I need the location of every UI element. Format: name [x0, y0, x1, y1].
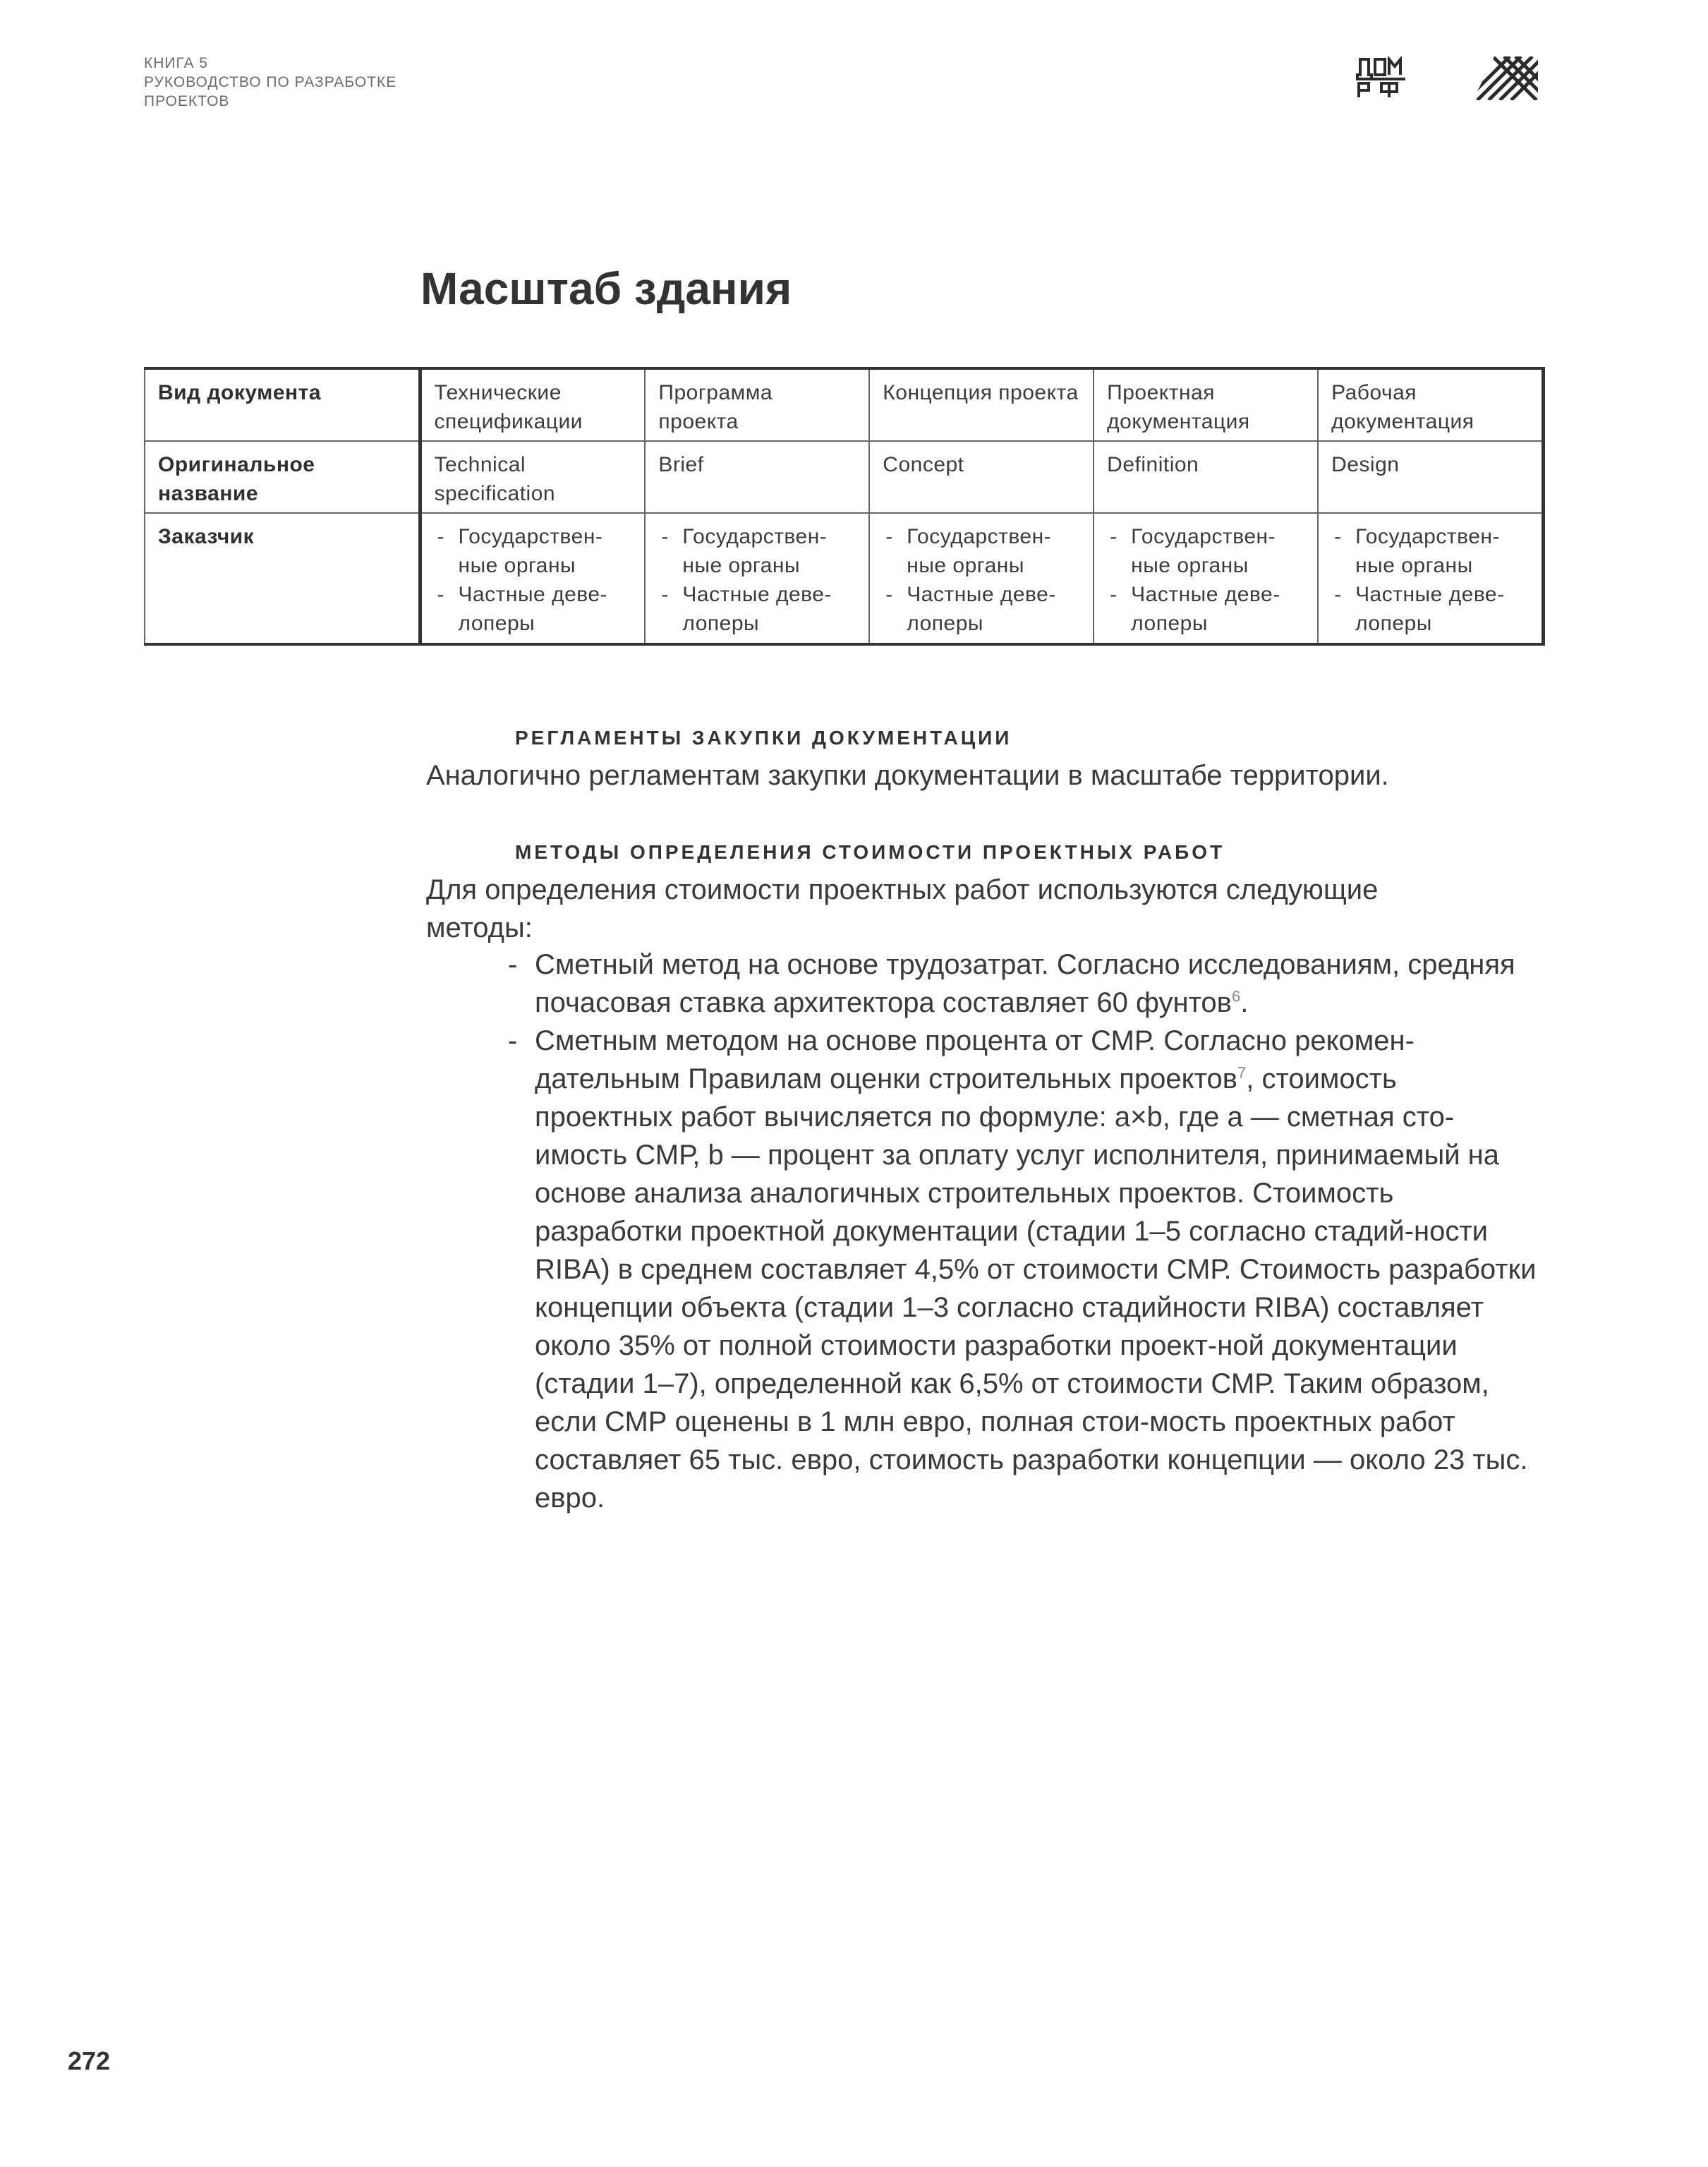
method-text: Сметным методом на основе процента от СМР. Согласно рекомен-дательным Правилам оценки строительных проектов [535, 1025, 1415, 1094]
table-cell: Концепция проекта [869, 368, 1094, 441]
list-item: - Частные деве-лоперы [883, 580, 1082, 638]
footnote-ref[interactable]: 6 [1231, 987, 1241, 1006]
list-item [505, 946, 1542, 1022]
document-types-table [144, 367, 1545, 646]
client-list [1107, 522, 1306, 638]
table-cell: Программа проекта [645, 368, 869, 441]
running-head-line: РУКОВОДСТВО ПО РАЗРАБОТКЕ [144, 74, 397, 90]
method-text: Сметный метод на основе трудозатрат. Согласно исследованиям, средняя почасовая ставка архитектора составляет 60 фунтов [535, 949, 1515, 1018]
body-paragraph: Аналогично регламентам закупки документации в масштабе территории. [426, 760, 1389, 791]
list-item: - Государствен-ные органы [658, 522, 857, 580]
list-item: - Частные деве-лоперы [658, 580, 857, 638]
row-label: Вид документа [145, 368, 420, 441]
client-list [883, 522, 1082, 638]
list-item: - Частные деве-лоперы [1331, 580, 1530, 638]
running-head [144, 54, 396, 111]
table-row [145, 368, 1544, 441]
table-cell: Brief [645, 441, 869, 513]
list-item: - Государствен-ные органы [1107, 522, 1306, 580]
table-cell: Рабочая документация [1318, 368, 1543, 441]
list-item [505, 1022, 1542, 1517]
table-cell [869, 513, 1094, 644]
table-cell: Concept [869, 441, 1094, 513]
table-cell [1094, 513, 1318, 644]
client-list [1331, 522, 1530, 638]
dom-rf-logo [1355, 56, 1411, 100]
table-cell: Проектная документация [1094, 368, 1318, 441]
method-text-tail: , стоимость проектных работ вычисляется по формуле: a×b, где a — сметная сто-имость СМР, b — процент за оплату услуг исполнителя, принимаемый на основе анализа аналогичных строительных проектов. Стоимость разработки проектной документации (стадии 1–5 согласно стадий-ности RIBA) в среднем составляет 4,5% от стоимости СМР. Стоимость разработки концепции объекта (стадии 1–3 согласно стадийности RIBA) составляет около 35% от полной стоимости разработки проект-ной документации (стадии 1–7), определенной как 6,5% от стоимости СМР. Таким образом, если СМР оценены в 1 млн евро, полная стои-мость проектных работ составляет 65 тыс. евро, стоимость разработки концепции — около 23 тыс. евро. [535, 1063, 1537, 1514]
diagonal-pattern-logo [1473, 56, 1538, 100]
row-label: Оригинальное название [145, 441, 420, 513]
table-cell: Технические спецификации [420, 368, 645, 441]
list-item: - Государствен-ные органы [883, 522, 1082, 580]
client-list [658, 522, 857, 638]
table-row [145, 441, 1544, 513]
table-cell [645, 513, 869, 644]
list-item: - Государствен-ные органы [1331, 522, 1530, 580]
table-row [145, 513, 1544, 644]
table-cell [420, 513, 645, 644]
table-cell: Technical specification [420, 441, 645, 513]
table-cell: Design [1318, 441, 1543, 513]
page-number: 272 [68, 2046, 111, 2075]
section-heading: РЕГЛАМЕНТЫ ЗАКУПКИ ДОКУМЕНТАЦИИ [515, 727, 1012, 749]
page-title: Масштаб здания [420, 263, 792, 314]
section-heading: МЕТОДЫ ОПРЕДЕЛЕНИЯ СТОИМОСТИ ПРОЕКТНЫХ РАБОТ [515, 841, 1225, 863]
table-cell: Definition [1094, 441, 1318, 513]
running-head-line: КНИГА 5 [144, 55, 208, 71]
row-label: Заказчик [145, 513, 420, 644]
method-text-tail: . [1240, 987, 1249, 1018]
table-cell [1318, 513, 1543, 644]
client-list [435, 522, 634, 638]
footnote-ref[interactable]: 7 [1237, 1063, 1247, 1082]
list-item: - Частные деве-лоперы [435, 580, 634, 638]
running-head-line: ПРОЕКТОВ [144, 93, 230, 109]
list-item: - Частные деве-лоперы [1107, 580, 1306, 638]
methods-list [505, 946, 1542, 1517]
list-item: - Государствен-ные органы [435, 522, 634, 580]
body-paragraph: Для определения стоимости проектных работ используются следующие методы: [426, 874, 1379, 943]
